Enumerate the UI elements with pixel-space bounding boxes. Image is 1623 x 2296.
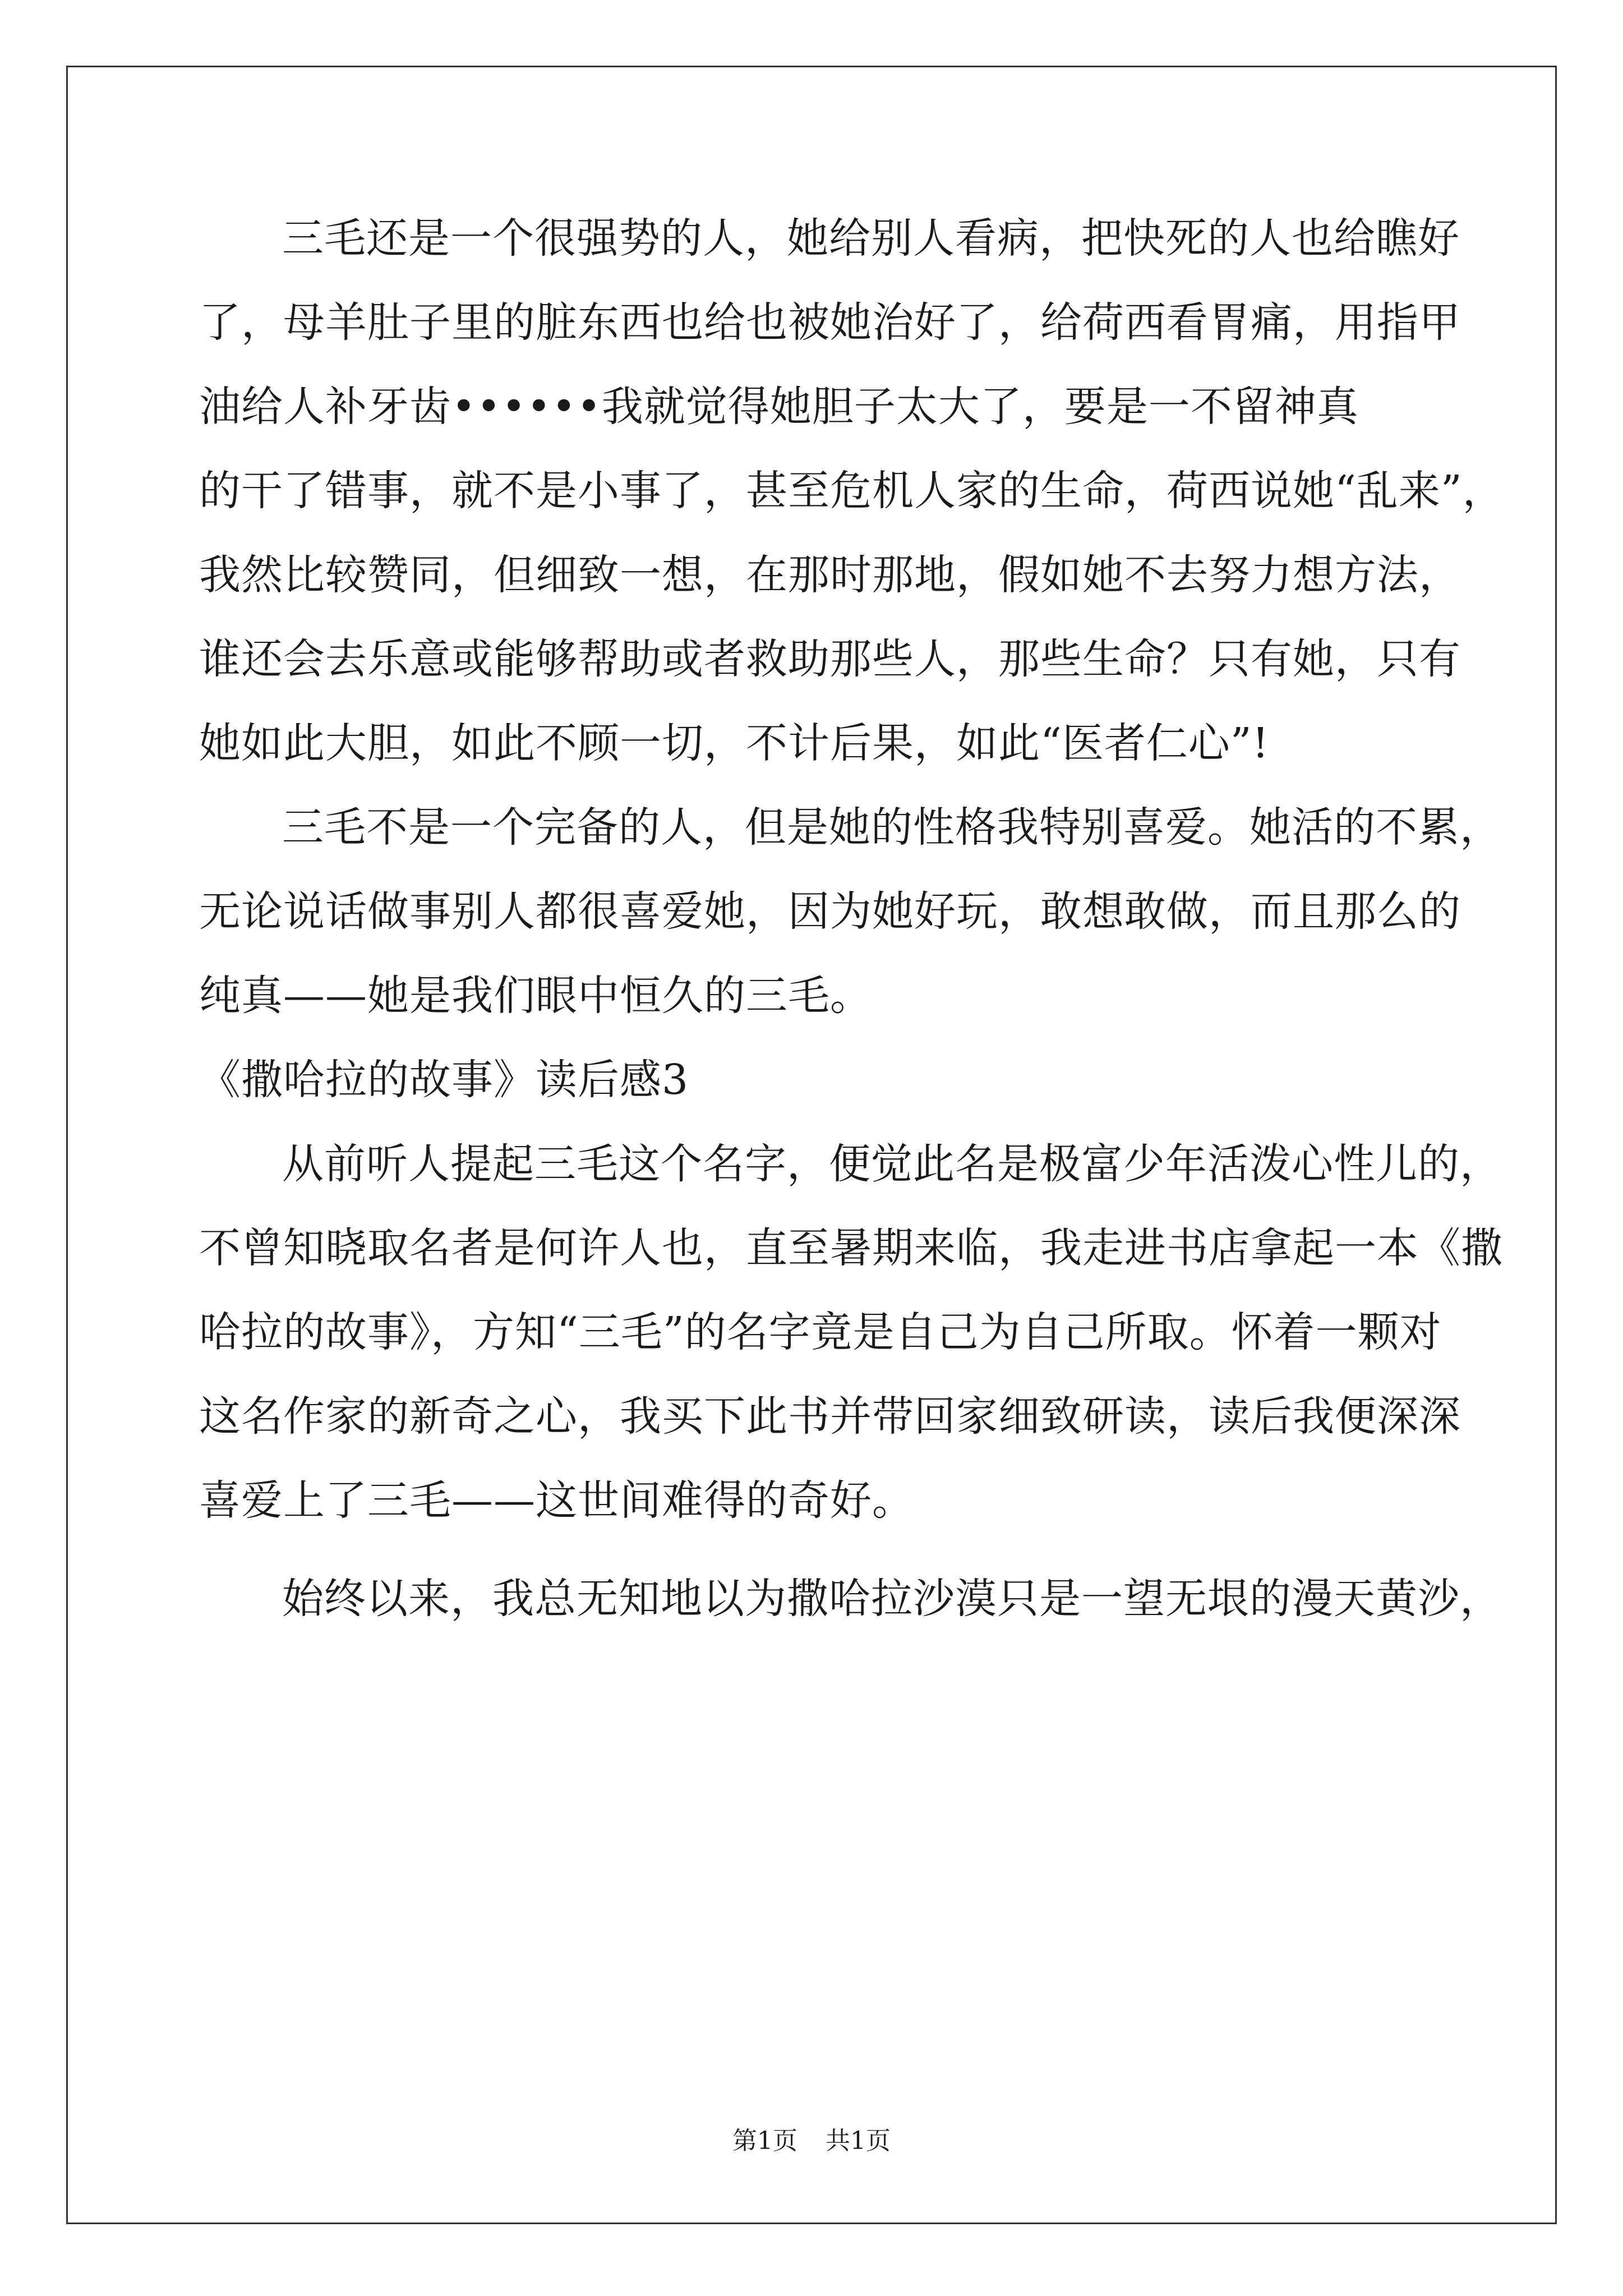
page-footer	[0, 2120, 1623, 2156]
paragraph-3-line-4: 这名作家的新奇之心，我买下此书并带回家细致研读，读后我便深深	[199, 1392, 1461, 1441]
paragraph-1-line-6: 谁还会去乐意或能够帮助或者救助那些人，那些生命？只有她，只有	[199, 635, 1461, 683]
paragraph-2-line-1: 三毛不是一个完备的人，但是她的性格我特别喜爱。她活的不累，	[282, 803, 1502, 852]
paragraph-2-line-2: 无论说话做事别人都很喜爱她，因为她好玩，敢想敢做，而且那么的	[199, 887, 1461, 936]
paragraph-4-line-1: 始终以来，我总无知地以为撒哈拉沙漠只是一望无垠的漫天黄沙，	[282, 1575, 1502, 1623]
paragraph-1-line-5: 我然比较赞同，但细致一想，在那时那地，假如她不去努力想方法，	[199, 551, 1461, 599]
paragraph-1-line-3: 油给人补牙齿••••••我就觉得她胆子太大了，要是一不留神真	[199, 383, 1359, 431]
paragraph-1-line-7: 她如此大胆，如此不顾一切，不计后果，如此“医者仁心”!	[199, 719, 1270, 767]
paragraph-3-line-5: 喜爱上了三毛——这世间难得的奇好。	[199, 1476, 914, 1525]
page-number-total: 共1页	[826, 2127, 891, 2155]
paragraph-3-line-3: 哈拉的故事》，方知“三毛”的名字竟是自己为自己所取。怀着一颗对	[199, 1308, 1442, 1356]
section-heading: 《撒哈拉的故事》读后感3	[199, 1056, 689, 1104]
paragraph-2-line-3: 纯真——她是我们眼中恒久的三毛。	[199, 972, 872, 1020]
paragraph-3-line-2: 不曾知晓取名者是何许人也，直至暑期来临，我走进书店拿起一本《撒	[199, 1224, 1503, 1272]
paragraph-3-line-1: 从前听人提起三毛这个名字，便觉此名是极富少年活泼心性儿的，	[282, 1140, 1502, 1188]
paragraph-1-line-4: 的干了错事，就不是小事了，甚至危机人家的生命，荷西说她“乱来”，	[199, 467, 1505, 515]
page-number-current: 第1页	[732, 2127, 797, 2155]
paragraph-1-line-1: 三毛还是一个很强势的人，她给别人看病，把快死的人也给瞧好	[282, 214, 1460, 263]
paragraph-1-line-2: 了，母羊肚子里的脏东西也给也被她治好了，给荷西看胃痛，用指甲	[199, 298, 1461, 347]
